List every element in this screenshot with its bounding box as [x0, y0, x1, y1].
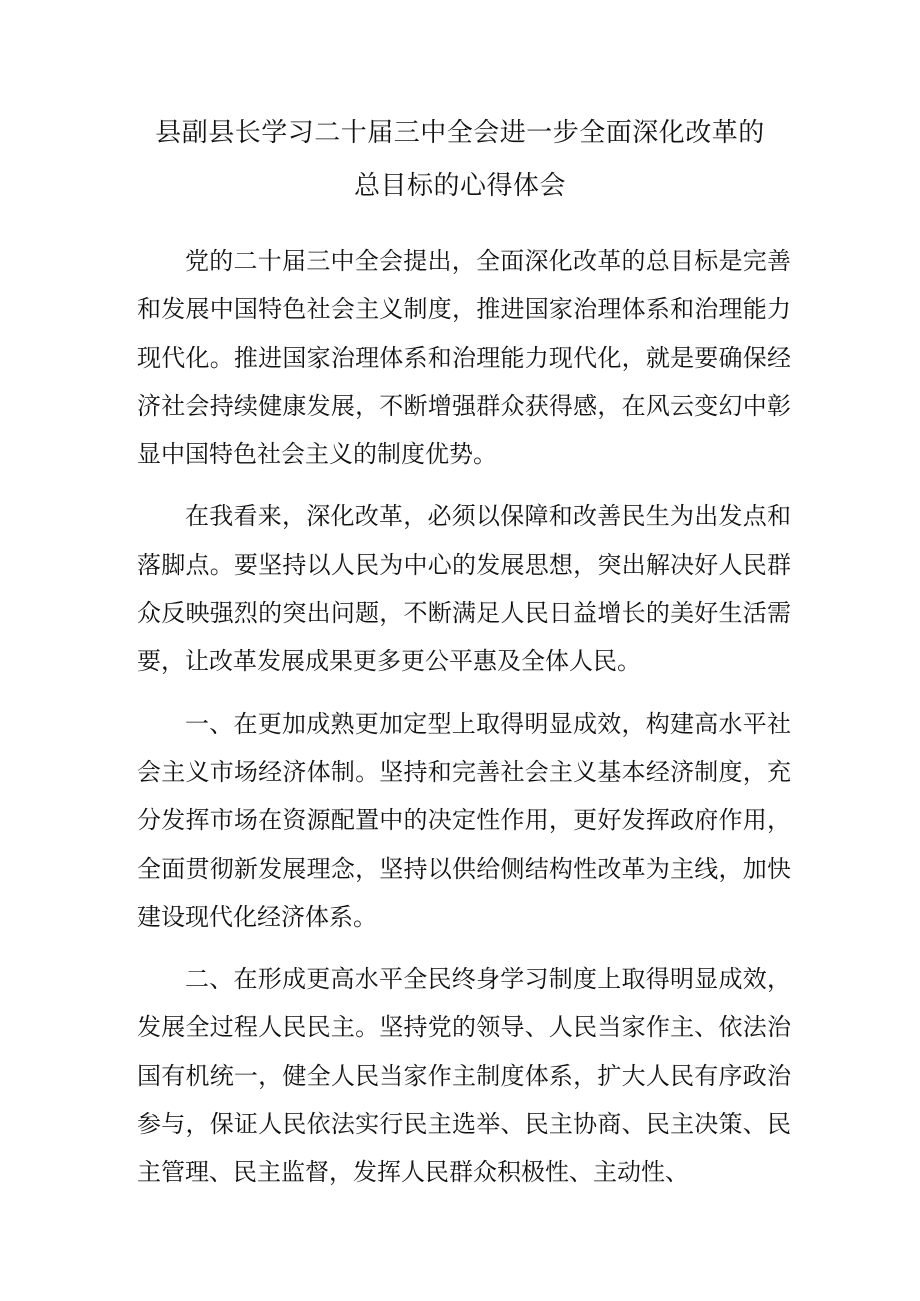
paragraph-1: 党的二十届三中全会提出，全面深化改革的总目标是完善和发展中国特色社会主义制度，推进国家治理体系和治理能力现代化。推进国家治理体系和治理能力现代化，就是要确保经济社会持续健康发展，不断增强群众获得感，在风云变幻中彰显中国特色社会主义的制度优势。	[137, 247, 791, 469]
document-body	[137, 237, 791, 1211]
paragraph-2: 在我看来，深化改革，必须以保障和改善民生为出发点和落脚点。要坚持以人民为中心的发展思想，突出解决好人民群众反映强烈的突出问题，不断满足人民日益增长的美好生活需要，让改革发展成果更多更公平惠及全体人民。	[137, 502, 791, 676]
document-title-line-2: 总目标的心得体会	[353, 171, 566, 201]
document-title-line-1: 县副县长学习二十届三中全会进一步全面深化改革的	[155, 118, 765, 148]
paragraph-3: 一、在更加成熟更加定型上取得明显成效，构建高水平社会主义市场经济体制。坚持和完善社会主义基本经济制度，充分发挥市场在资源配置中的决定性作用，更好发挥政府作用，全面贯彻新发展理念，坚持以供给侧结构性改革为主线，加快建设现代化经济体系。	[137, 709, 791, 931]
paragraph-4: 二、在形成更高水平全民终身学习制度上取得明显成效，发展全过程人民民主。坚持党的领导、人民当家作主、依法治国有机统一，健全人民当家作主制度体系，扩大人民有序政治参与，保证人民依法实行民主选举、民主协商、民主决策、民主管理、民主监督，发挥人民群众积极性、主动性、	[137, 965, 791, 1187]
